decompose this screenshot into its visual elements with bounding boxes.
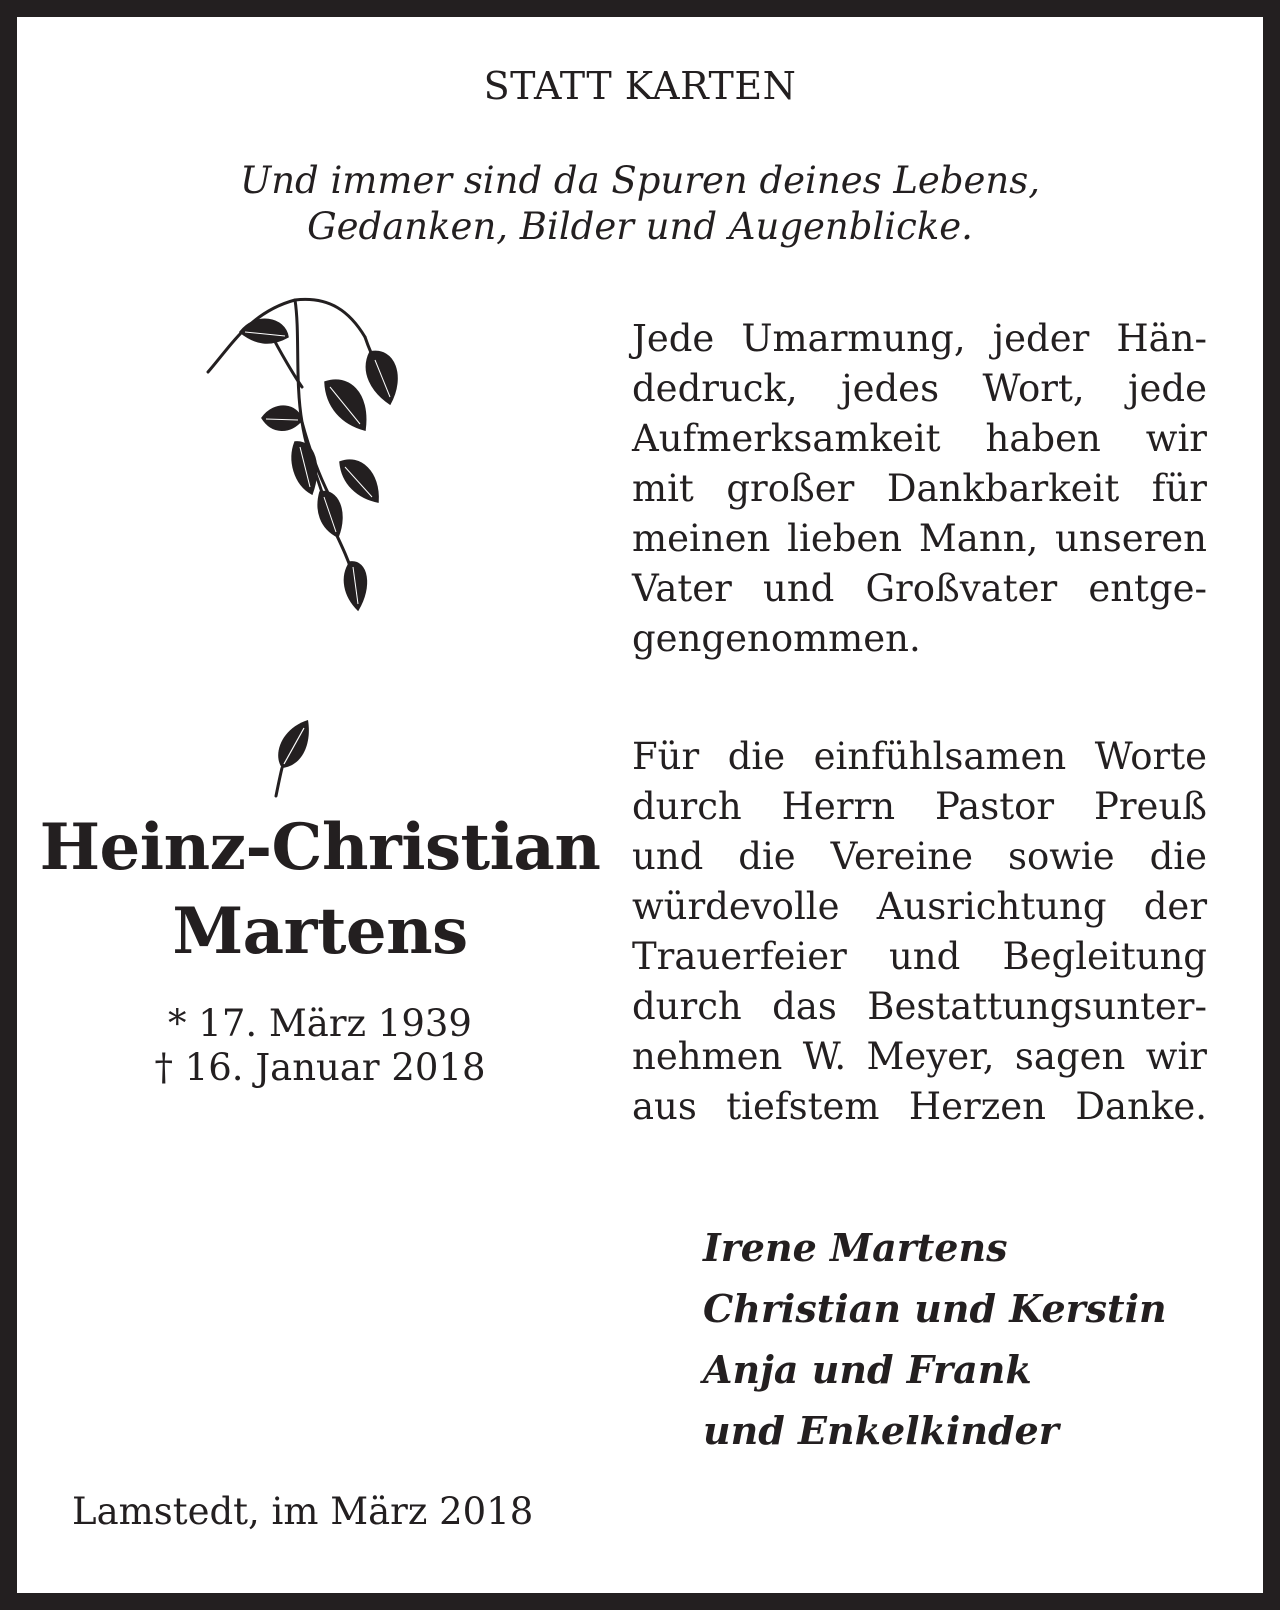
memorial-quote	[0, 158, 1280, 250]
signature-line: Irene Martens	[703, 1225, 1008, 1270]
signature-line: Christian und Kerstin	[703, 1286, 1167, 1331]
falling-leaf-icon	[262, 716, 322, 806]
deceased-name	[20, 806, 620, 974]
paragraph-line: Jede Umarmung, jeder Hän-	[632, 317, 1207, 360]
paragraph-line: gengenommen.	[632, 617, 921, 660]
place-and-date: Lamstedt, im März 2018	[72, 1490, 534, 1533]
death-date: † 16. Januar 2018	[154, 1046, 486, 1089]
birth-date: * 17. März 1939	[168, 1002, 472, 1045]
birch-branch-icon	[200, 292, 420, 622]
paragraph-line: durch Herrn Pastor Preuß	[632, 785, 1207, 828]
paragraph-line: mit großer Dankbarkeit für	[632, 467, 1207, 510]
quote-line: Und immer sind da Spuren deines Lebens,	[240, 159, 1040, 202]
paragraph-line: aus tiefstem Herzen Danke.	[632, 1085, 1207, 1128]
paragraph-line: Vater und Großvater entge-	[632, 567, 1207, 610]
deceased-last-name: Martens	[172, 894, 468, 969]
paragraph-line: würdevolle Ausrichtung der	[632, 885, 1207, 928]
thanks-paragraph-1	[632, 314, 1207, 664]
paragraph-line: und die Vereine sowie die	[632, 835, 1207, 878]
paragraph-line: Trauerfeier und Begleitung	[632, 935, 1207, 978]
quote-line: Gedanken, Bilder und Augenblicke.	[307, 205, 973, 248]
paragraph-line: Aufmerksamkeit haben wir	[632, 417, 1207, 460]
signature-line: Anja und Frank	[703, 1347, 1032, 1392]
header-statt-karten: STATT KARTEN	[483, 64, 797, 108]
paragraph-line: meinen lieben Mann, unseren	[632, 517, 1207, 560]
paragraph-line: Für die einfühlsamen Worte	[632, 735, 1207, 778]
deceased-first-name: Heinz-Christian	[39, 810, 601, 885]
signature-line: und Enkelkinder	[703, 1408, 1059, 1453]
life-dates	[20, 1002, 620, 1090]
thanks-paragraph-2	[632, 732, 1207, 1132]
family-signatures	[703, 1217, 1243, 1461]
paragraph-line: durch das Bestattungsunter-	[632, 985, 1207, 1028]
paragraph-line: nehmen W. Meyer, sagen wir	[632, 1035, 1207, 1078]
paragraph-line: dedruck, jedes Wort, jede	[632, 367, 1207, 410]
